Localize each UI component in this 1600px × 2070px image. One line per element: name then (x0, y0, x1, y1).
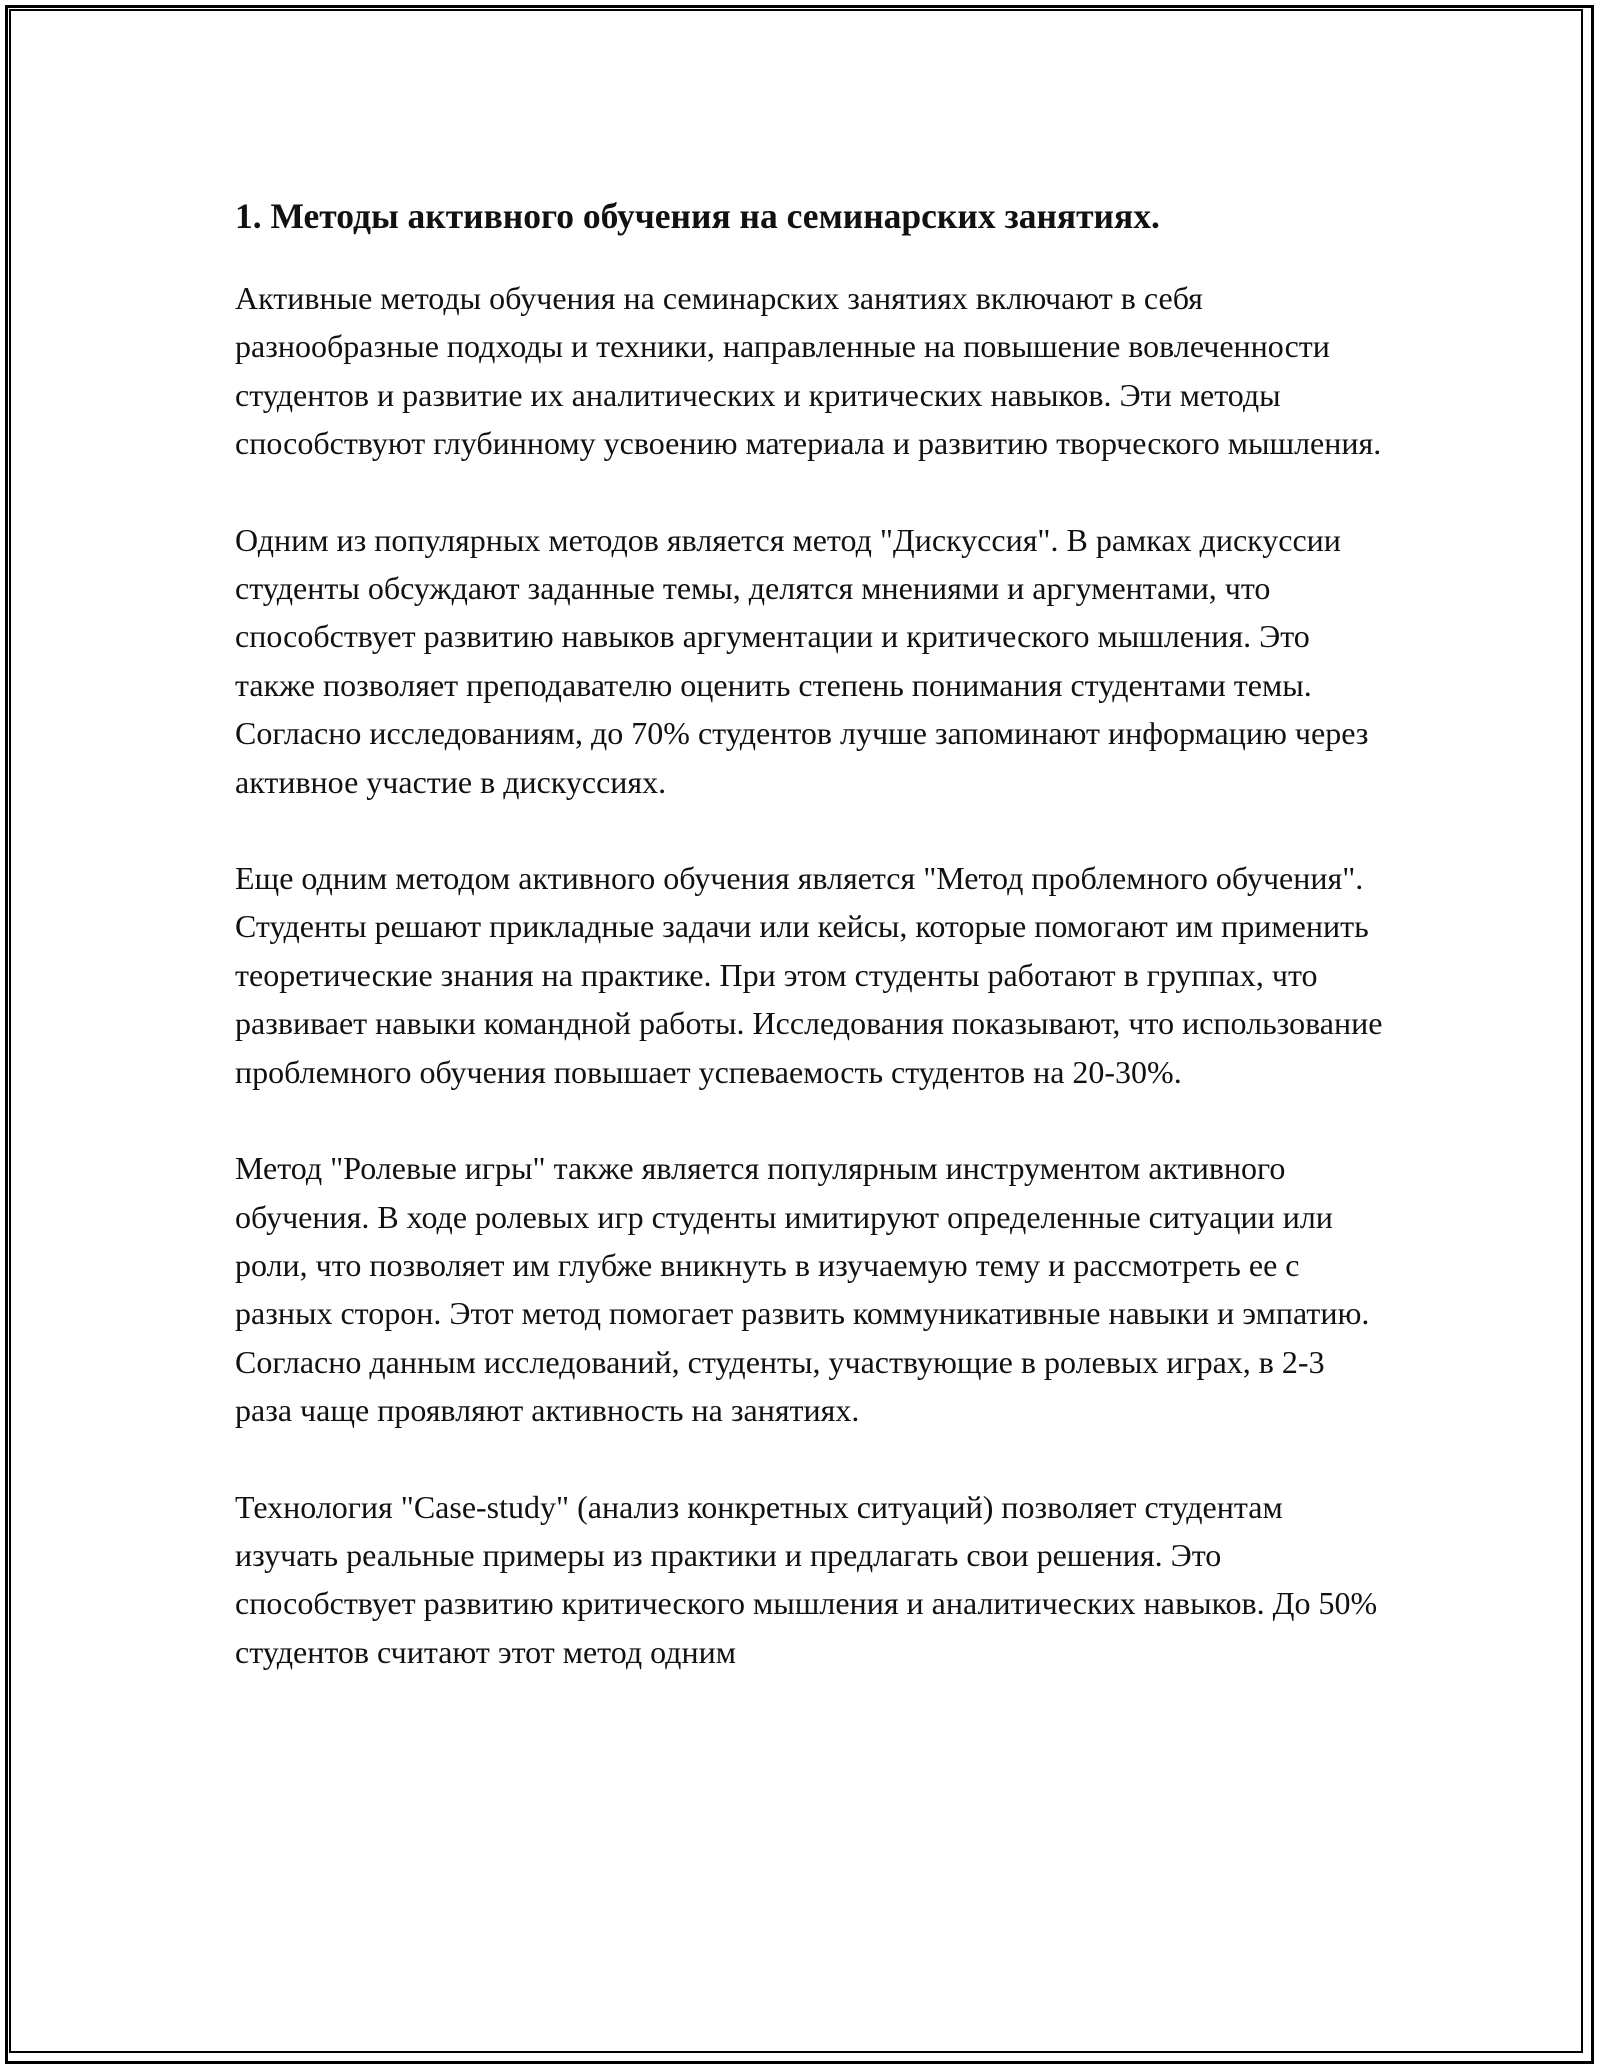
paragraph-intro: Активные методы обучения на семинарских занятиях включают в себя разнообразные подходы и техники, направленные на повышение вовлеченности студентов и развитие их аналитических и критических навыков. Эти методы способствуют глубинному усвоению материала и развитию творческого мышления. (235, 280, 1382, 462)
section-heading: 1. Методы активного обучения на семинарских занятиях. (235, 196, 1160, 236)
paragraph-discussion: Одним из популярных методов является метод "Дискуссия". В рамках дискуссии студенты обсуждают заданные темы, делятся мнениями и аргументами, что способствует развитию навыков аргументации и критического мышления. Это также позволяет преподавателю оценить степень понимания студентами темы. Согласно исследованиям, до 70% студентов лучше запоминают информацию через активное участие в дискуссиях. (235, 521, 1369, 800)
paragraph-case-study: Технология "Case-study" (анализ конкретных ситуаций) позволяет студентам изучать реальные примеры из практики и предлагать свои решения. Это способствует развитию критического мышления и аналитических навыков. До 50% студентов считают этот метод одним (235, 1488, 1378, 1670)
paragraph-problem-learning: Еще одним методом активного обучения является "Метод проблемного обучения". Студенты решают прикладные задачи или кейсы, которые помогают им применить теоретические знания на практике. При этом студенты работают в группах, что развивает навыки командной работы. Исследования показывают, что использование проблемного обучения повышает успеваемость студентов на 20-30%. (235, 860, 1383, 1090)
paragraph-role-play: Метод "Ролевые игры" также является популярным инструментом активного обучения. В ходе ролевых игр студенты имитируют определенные ситуации или роли, что позволяет им глубже вникнуть в изучаемую тему и рассмотреть ее с разных сторон. Этот метод помогает развить коммуникативные навыки и эмпатию. Согласно данным исследований, студенты, участвующие в ролевых играх, в 2-3 раза чаще проявляют активность на занятиях. (235, 1150, 1370, 1429)
document-body (235, 180, 1385, 1724)
